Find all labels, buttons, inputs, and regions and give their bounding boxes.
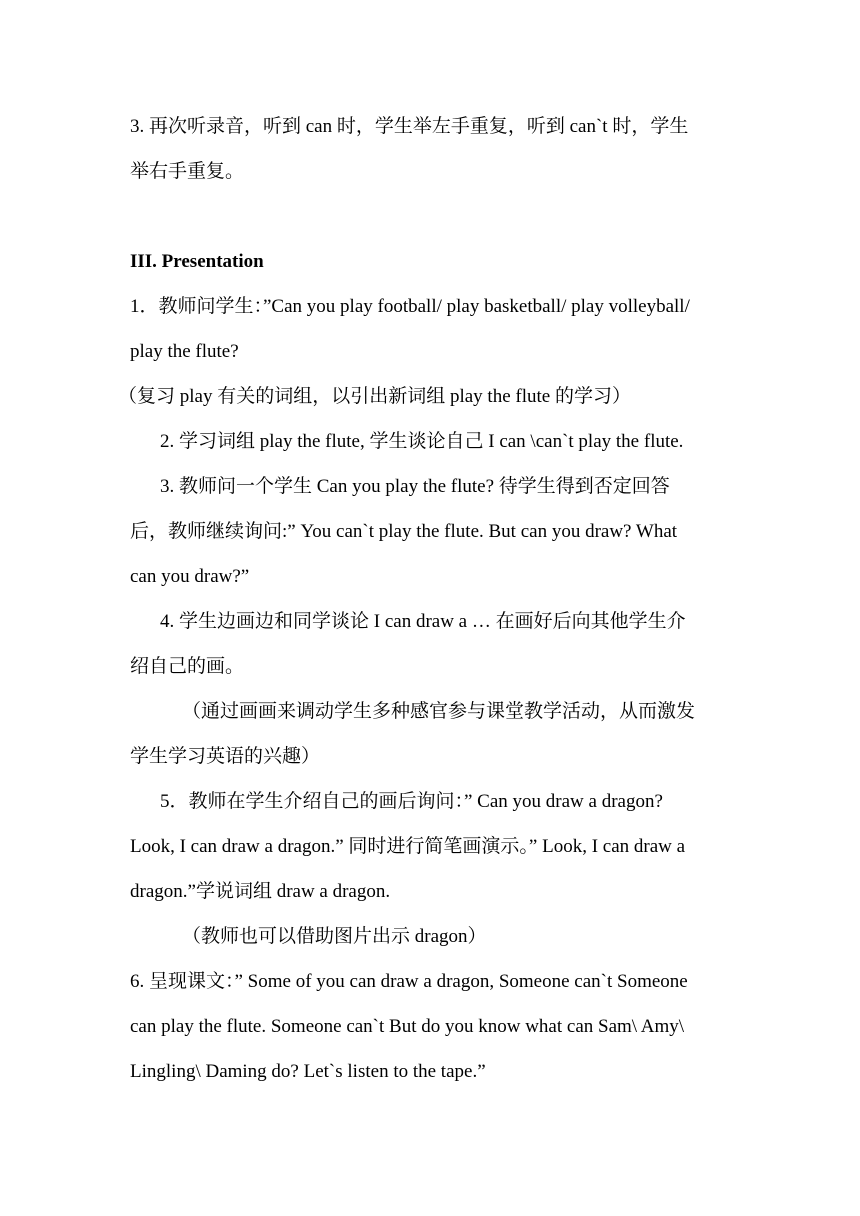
- text-line: 3. 再次听录音，听到 can 时，学生举左手重复，听到 can`t 时，学生: [130, 116, 689, 137]
- text-line: 3. 教师问一个学生 Can you play the flute? 待学生得到否定回答: [160, 476, 670, 497]
- section-heading: III. Presentation: [130, 251, 264, 272]
- text-line: dragon.”学说词组 draw a dragon.: [130, 881, 391, 902]
- text-line: can you draw?”: [130, 566, 250, 587]
- text-line: Lingling\ Daming do? Let`s listen to the tape.”: [130, 1061, 486, 1082]
- text-line: 学生学习英语的兴趣）: [130, 746, 321, 767]
- text-line: 后，教师继续询问:” You can`t play the flute. But can you draw? What: [130, 521, 678, 542]
- text-line: （通过画画来调动学生多种感官参与课堂教学活动，从而激发: [182, 701, 696, 722]
- text-line: 6. 呈现课文：” Some of you can draw a dragon, Someone can`t Someone: [130, 971, 688, 992]
- text-line: （复习 play 有关的词组，以引出新词组 play the flute 的学习）: [118, 386, 631, 407]
- text-line: 5．教师在学生介绍自己的画后询问：” Can you draw a dragon?: [160, 791, 663, 812]
- text-line: 举右手重复。: [130, 161, 245, 182]
- text-line: 绍自己的画。: [130, 656, 245, 677]
- text-line: can play the flute. Someone can`t But do you know what can Sam\ Amy\: [130, 1016, 685, 1037]
- text-line: （教师也可以借助图片出示 dragon）: [182, 926, 487, 947]
- text-line: 1．教师问学生：”Can you play football/ play basketball/ play volleyball/: [130, 296, 690, 317]
- text-line: 4. 学生边画边和同学谈论 I can draw a … 在画好后向其他学生介: [160, 611, 686, 632]
- text-line: 2. 学习词组 play the flute, 学生谈论自己 I can \can`t play the flute.: [160, 431, 684, 452]
- text-line: play the flute?: [130, 341, 239, 362]
- text-line: Look, I can draw a dragon.” 同时进行简笔画演示。” Look, I can draw a: [130, 836, 686, 857]
